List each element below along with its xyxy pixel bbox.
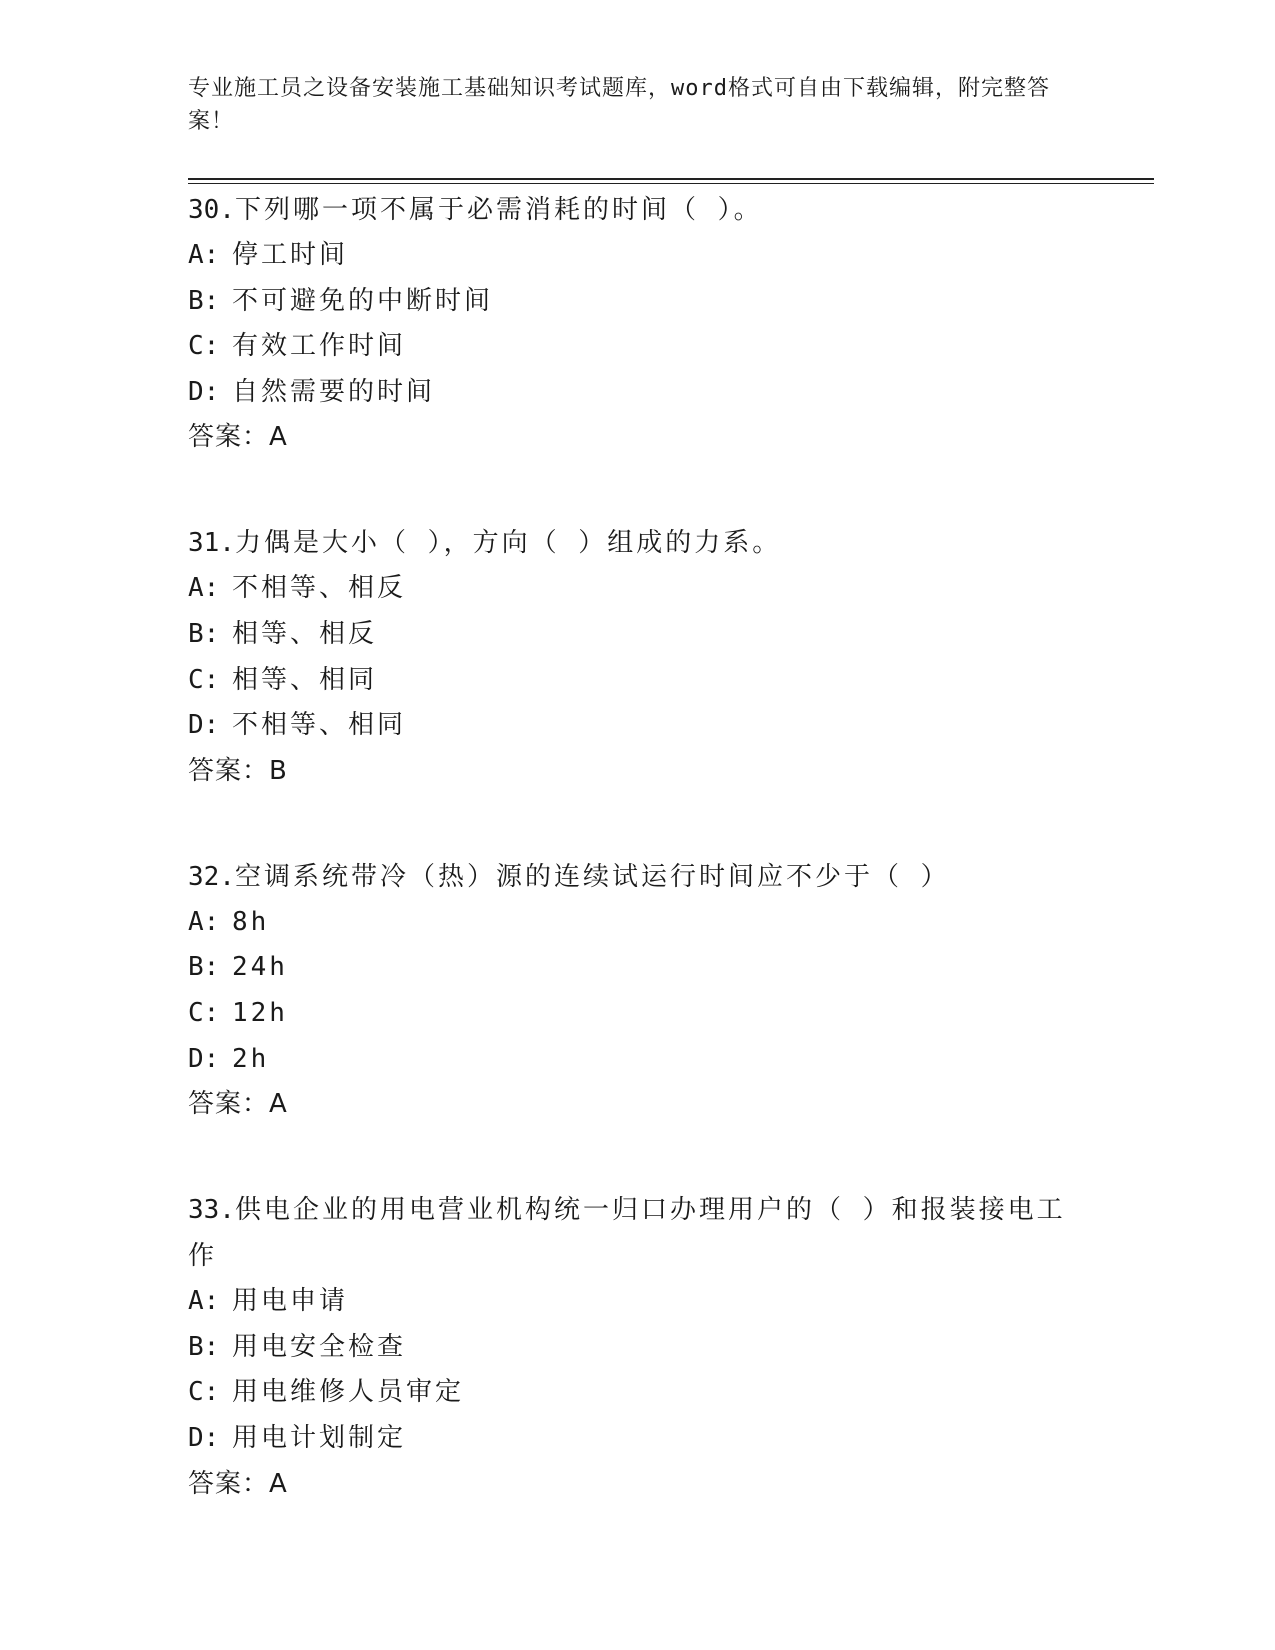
question-text: 空调系统带冷（热）源的连续试运行时间应不少于（ ） [234, 861, 950, 892]
header-divider-thick [188, 178, 1154, 180]
option-a [188, 233, 1088, 279]
option-a [188, 900, 1088, 946]
option-text: 停工时间 [232, 240, 349, 270]
option-key: C: [188, 664, 220, 695]
option-d [188, 1037, 1088, 1083]
option-c [188, 658, 1088, 704]
option-c [188, 991, 1088, 1037]
option-key: D: [188, 1422, 220, 1453]
answer-line: 答案：A [188, 1468, 288, 1499]
question-title [188, 854, 1088, 900]
option-a [188, 566, 1088, 612]
option-key: A: [188, 1286, 220, 1317]
option-text: 相等、相同 [232, 664, 378, 695]
question-spacer [188, 794, 1088, 854]
question-title [188, 187, 1088, 233]
option-text: 相等、相反 [232, 618, 378, 649]
option-text: 用电维修人员审定 [232, 1377, 465, 1408]
option-c [188, 1370, 1088, 1416]
question-text: 力偶是大小（ ），方向（ ）组成的力系。 [234, 528, 782, 559]
option-text: 不可避免的中断时间 [232, 285, 494, 316]
option-d [188, 703, 1088, 749]
question-title [188, 520, 1088, 566]
question-number: 32. [188, 861, 235, 892]
option-text: 自然需要的时间 [232, 376, 436, 407]
question-text: 下列哪一项不属于必需消耗的时间（ ）。 [234, 195, 763, 225]
question-title [188, 1187, 1088, 1279]
question-number: 33. [188, 1195, 235, 1226]
question-31 [188, 520, 1088, 793]
option-key: B: [188, 952, 220, 983]
option-b [188, 945, 1088, 991]
answer-line: 答案：A [188, 1089, 288, 1120]
option-text: 2h [232, 1043, 270, 1074]
question-number: 31. [188, 528, 235, 559]
question-30 [188, 187, 1088, 460]
header-divider-thin [188, 183, 1154, 184]
question-33 [188, 1187, 1088, 1506]
option-key: C: [188, 331, 220, 362]
option-text: 用电安全检查 [232, 1331, 407, 1362]
document-header: 专业施工员之设备安装施工基础知识考试题库，word格式可自由下载编辑，附完整答案！ [188, 76, 1050, 134]
option-key: C: [188, 997, 220, 1028]
question-list [188, 187, 1088, 1507]
question-spacer [188, 1127, 1088, 1187]
question-spacer [188, 460, 1088, 520]
option-b [188, 612, 1088, 658]
option-text: 12h [232, 997, 288, 1028]
option-b [188, 1325, 1088, 1371]
option-text: 8h [232, 906, 270, 937]
question-number: 30. [188, 195, 235, 225]
option-a [188, 1279, 1088, 1325]
option-key: B: [188, 1331, 220, 1362]
option-key: B: [188, 618, 220, 649]
option-key: D: [188, 1043, 220, 1074]
option-text: 用电计划制定 [232, 1422, 407, 1453]
option-key: D: [188, 376, 220, 407]
option-b [188, 279, 1088, 325]
option-key: A: [188, 240, 220, 270]
option-key: A: [188, 573, 220, 604]
option-key: D: [188, 710, 220, 741]
option-text: 有效工作时间 [232, 331, 407, 362]
question-text: 供电企业的用电营业机构统一归口办理用户的（ ）和报装接电工作 [188, 1195, 1066, 1272]
option-key: C: [188, 1377, 220, 1408]
option-key: B: [188, 285, 220, 316]
option-key: A: [188, 906, 220, 937]
option-c [188, 324, 1088, 370]
option-text: 不相等、相反 [232, 573, 407, 604]
option-text: 24h [232, 952, 288, 983]
question-32 [188, 854, 1088, 1127]
answer-line: 答案：A [188, 422, 288, 453]
option-d [188, 370, 1088, 416]
option-d [188, 1416, 1088, 1462]
answer-line: 答案：B [188, 755, 288, 786]
option-text: 不相等、相同 [232, 710, 407, 741]
option-text: 用电申请 [232, 1286, 349, 1317]
